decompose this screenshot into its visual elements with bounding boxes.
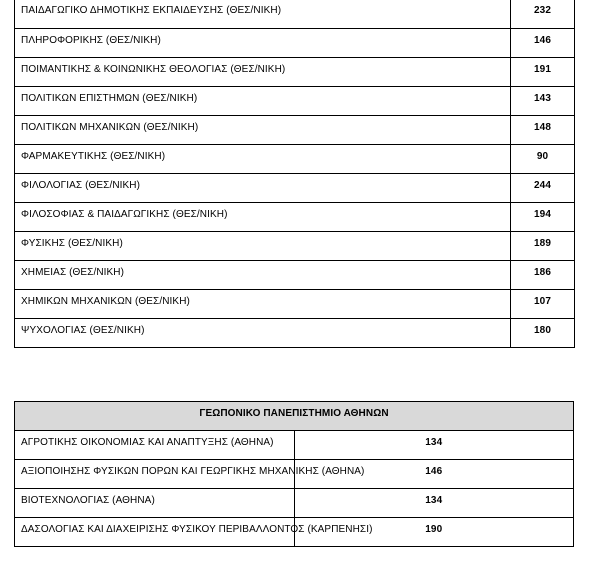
department-value: 146 — [294, 460, 574, 489]
table-row — [15, 518, 574, 547]
table-row — [15, 202, 575, 231]
department-value: 90 — [511, 144, 575, 173]
department-value: 180 — [511, 318, 575, 347]
department-value: 232 — [511, 0, 575, 28]
table-row — [15, 318, 575, 347]
department-name: ΑΞΙΟΠΟΙΗΣΗΣ ΦΥΣΙΚΩΝ ΠΟΡΩΝ ΚΑΙ ΓΕΩΡΓΙΚΗΣ ΜΗΧΑΝΙΚΗΣ (ΑΘΗΝΑ) — [15, 460, 295, 489]
department-name: ΧΗΜΙΚΩΝ ΜΗΧΑΝΙΚΩΝ (ΘΕΣ/ΝΙΚΗ) — [15, 289, 511, 318]
table-header-row — [15, 402, 574, 431]
table-row — [15, 260, 575, 289]
table-row — [15, 231, 575, 260]
table-row — [15, 173, 575, 202]
table-row — [15, 86, 575, 115]
department-name: ΦΥΣΙΚΗΣ (ΘΕΣ/ΝΙΚΗ) — [15, 231, 511, 260]
department-name: ΦΑΡΜΑΚΕΥΤΙΚΗΣ (ΘΕΣ/ΝΙΚΗ) — [15, 144, 511, 173]
table-row — [15, 28, 575, 57]
department-name: ΠΑΙΔΑΓΩΓΙΚΟ ΔΗΜΟΤΙΚΗΣ ΕΚΠΑΙΔΕΥΣΗΣ (ΘΕΣ/ΝΙΚΗ) — [15, 0, 511, 28]
department-value: 134 — [294, 431, 574, 460]
table-row — [15, 431, 574, 460]
department-name: ΔΑΣΟΛΟΓΙΑΣ ΚΑΙ ΔΙΑΧΕΙΡΙΣΗΣ ΦΥΣΙΚΟΥ ΠΕΡΙΒΑΛΛΟΝΤΟΣ (ΚΑΡΠΕΝΗΣΙ) — [15, 518, 295, 547]
department-name: ΠΟΛΙΤΙΚΩΝ ΕΠΙΣΤΗΜΩΝ (ΘΕΣ/ΝΙΚΗ) — [15, 86, 511, 115]
departments-table-agricultural-university — [14, 401, 574, 547]
department-name: ΧΗΜΕΙΑΣ (ΘΕΣ/ΝΙΚΗ) — [15, 260, 511, 289]
department-name: ΨΥΧΟΛΟΓΙΑΣ (ΘΕΣ/ΝΙΚΗ) — [15, 318, 511, 347]
university-header: ΓΕΩΠΟΝΙΚΟ ΠΑΝΕΠΙΣΤΗΜΙΟ ΑΘΗΝΩΝ — [15, 402, 574, 431]
departments-table-thessaloniki — [14, 0, 575, 348]
table-row — [15, 57, 575, 86]
department-value: 186 — [511, 260, 575, 289]
department-name: ΠΟΛΙΤΙΚΩΝ ΜΗΧΑΝΙΚΩΝ (ΘΕΣ/ΝΙΚΗ) — [15, 115, 511, 144]
department-name: ΠΟΙΜΑΝΤΙΚΗΣ & ΚΟΙΝΩΝΙΚΗΣ ΘΕΟΛΟΓΙΑΣ (ΘΕΣ/ΝΙΚΗ) — [15, 57, 511, 86]
table-row — [15, 115, 575, 144]
department-name: ΠΛΗΡΟΦΟΡΙΚΗΣ (ΘΕΣ/ΝΙΚΗ) — [15, 28, 511, 57]
table-row — [15, 489, 574, 518]
department-name: ΦΙΛΟΣΟΦΙΑΣ & ΠΑΙΔΑΓΩΓΙΚΗΣ (ΘΕΣ/ΝΙΚΗ) — [15, 202, 511, 231]
department-name: ΒΙΟΤΕΧΝΟΛΟΓΙΑΣ (ΑΘΗΝΑ) — [15, 489, 295, 518]
department-name: ΑΓΡΟΤΙΚΗΣ ΟΙΚΟΝΟΜΙΑΣ ΚΑΙ ΑΝΑΠΤΥΞΗΣ (ΑΘΗΝΑ) — [15, 431, 295, 460]
table-row — [15, 144, 575, 173]
department-value: 107 — [511, 289, 575, 318]
department-value: 191 — [511, 57, 575, 86]
department-value: 189 — [511, 231, 575, 260]
department-value: 148 — [511, 115, 575, 144]
department-name: ΦΙΛΟΛΟΓΙΑΣ (ΘΕΣ/ΝΙΚΗ) — [15, 173, 511, 202]
department-value: 190 — [294, 518, 574, 547]
department-value: 146 — [511, 28, 575, 57]
department-value: 244 — [511, 173, 575, 202]
department-value: 194 — [511, 202, 575, 231]
department-value: 143 — [511, 86, 575, 115]
department-value: 134 — [294, 489, 574, 518]
table-row — [15, 460, 574, 489]
table-row — [15, 289, 575, 318]
table-row — [15, 0, 575, 28]
